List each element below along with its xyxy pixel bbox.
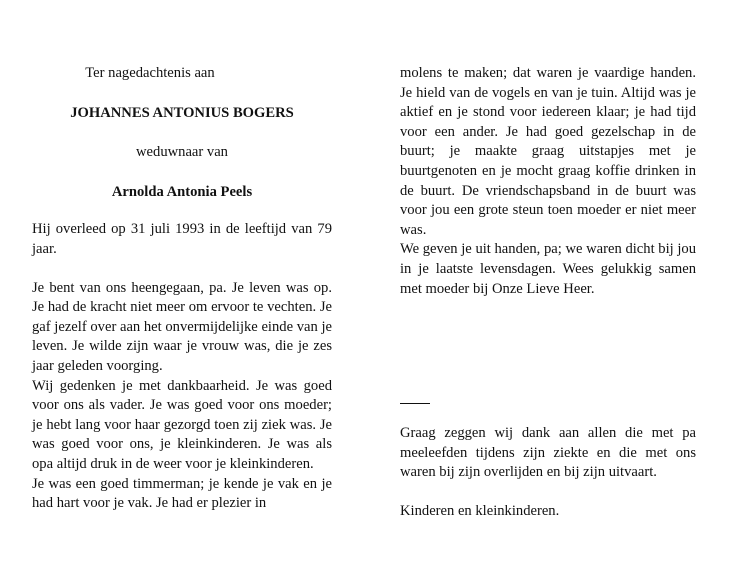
spouse-name: Arnolda Antonia Peels — [111, 183, 253, 200]
deceased-name: JOHANNES ANTONIUS BOGERS — [70, 104, 294, 121]
paragraph-4: We geven je uit handen, pa; we waren dicht bij jou in je laatste levensdagen. Wees gelukkig samen met moeder bij Onze Lieve Heer. — [400, 241, 696, 297]
paragraph-3-continued: molens te maken; dat waren je vaardige handen. Je hield van de vogels en van je tuin. Altijd was je aktief en je stond voor iedereen klaar; je had tijd voor een ander. Je had goed gezelschap in de buurt; je maakte graag uitstapjes met je buurtgenoten en je mocht graag koffie drinken in de buurt. De vriendschapsband in de buurt was voor jou een grote steun toen moeder er niet meer was. — [400, 65, 696, 238]
memorial-heading: Ter nagedachtenis aan — [85, 65, 215, 81]
left-column — [32, 64, 332, 514]
right-column — [400, 64, 696, 522]
death-notice: Hij overleed op 31 juli 1993 in de leeftijd van 79 jaar. — [32, 221, 332, 257]
paragraph-3: Je was een goed timmerman; je kende je vak en je had hart voor je vak. Je had er plezier in — [32, 475, 332, 512]
paragraph-1: Je bent van ons heengegaan, pa. Je leven was op. Je had de kracht niet meer om ervoor te vechten. Je gaf jezelf over aan het onvermijdelijke einde van je leven. Je wilde zijn waar je vrouw was, die je zes jaar geleden voorging. — [32, 279, 332, 374]
paragraph-2: Wij gedenken je met dankbaarheid. Je was goed voor ons als vader. Je was goed voor ons moeder; je hebt lang voor haar gezorgd toen zij ziek was. Je was goed voor ons, je kleinkinderen. Je was als opa altijd druk in de weer voor je kleinkinderen. — [32, 377, 332, 472]
signature: Kinderen en kleinkinderen. — [400, 502, 560, 519]
thanks-paragraph: Graag zeggen wij dank aan allen die met pa meeleefden tijdens zijn ziekte en die met ons waren bij zijn overlijden en bij zijn uitvaart. — [400, 425, 696, 481]
widower-of: weduwnaar van — [136, 144, 228, 161]
